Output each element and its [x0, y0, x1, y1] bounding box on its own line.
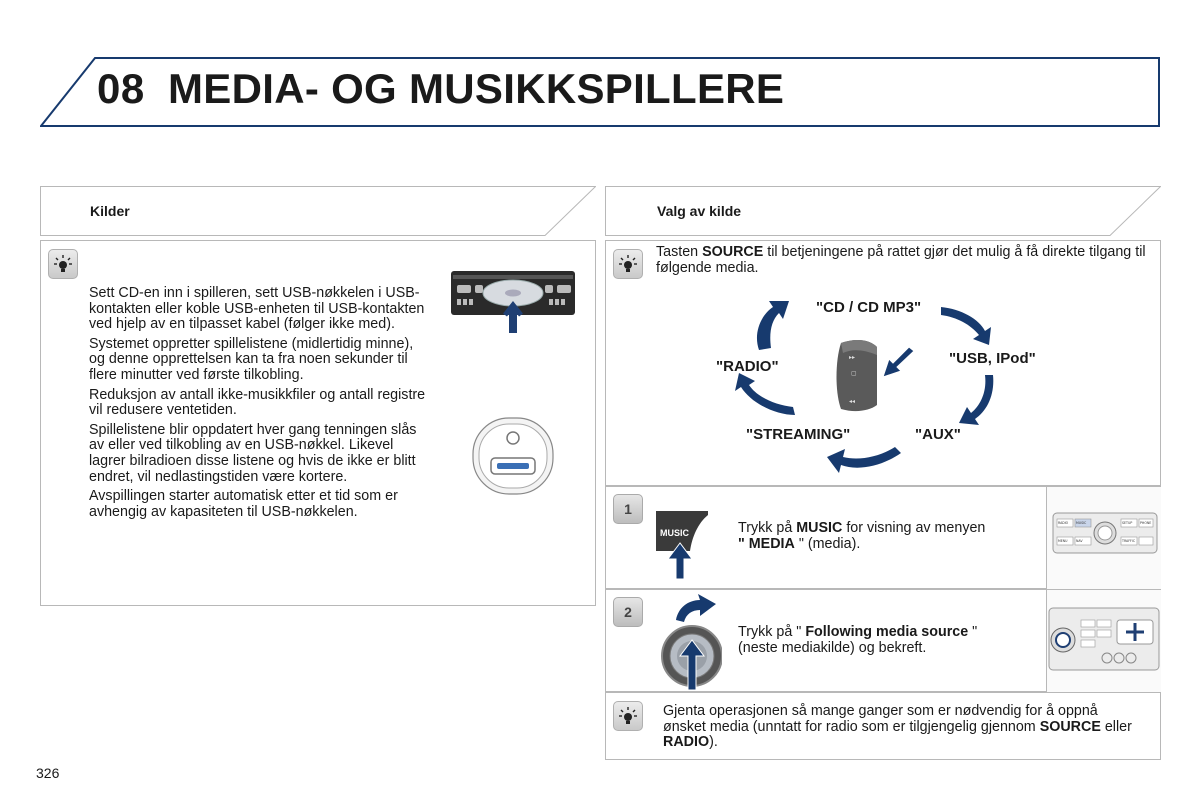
svg-text:◂◂: ◂◂	[849, 398, 856, 405]
svg-text:SETUP: SETUP	[1122, 521, 1133, 525]
radio-knob-thumbnail	[1046, 590, 1161, 692]
step-2-text: Trykk på " Following media source " (neste mediakilde) og bekreft.	[738, 624, 978, 656]
section-tab-sources	[40, 186, 596, 236]
step-number-badge: 1	[613, 494, 643, 524]
svg-text:▸▸: ▸▸	[849, 354, 856, 361]
usb-port-illustration	[471, 416, 555, 496]
sources-text	[89, 286, 429, 520]
repeat-note-text: Gjenta operasjonen så mange ganger som er nødvendig for å oppnå ønsket media (unntatt for radio som er tilgjengelig gjennom SOURCE eller RADIO).	[663, 703, 1132, 751]
chapter-header	[40, 57, 1160, 127]
svg-text:NAV: NAV	[1076, 539, 1083, 543]
media-label-usb: "USB, IPod"	[949, 350, 1036, 367]
svg-text:PHONE: PHONE	[1140, 521, 1152, 525]
lamp-icon	[613, 701, 643, 731]
music-key-illustration	[652, 509, 710, 581]
media-label-radio: "RADIO"	[716, 358, 779, 375]
media-label-cd: "CD / CD MP3"	[816, 299, 922, 316]
page-number: 326	[36, 765, 60, 781]
step-1-box	[605, 486, 1161, 589]
music-key-label: MUSIC	[660, 528, 689, 538]
step-2-box	[605, 589, 1161, 692]
lamp-icon	[48, 249, 78, 279]
section-tab-source-select	[605, 186, 1161, 236]
repeat-note-box	[605, 692, 1161, 760]
lamp-icon	[613, 249, 643, 279]
source-cycle-arrows	[731, 293, 1011, 478]
source-intro: Tasten SOURCE til betjeningene på rattet gjør det mulig å få direkte tilgang til følgende media.	[656, 244, 1146, 276]
svg-text:TRAFFIC: TRAFFIC	[1122, 539, 1136, 543]
source-cycle-box	[605, 240, 1161, 486]
paragraph: Spillelistene blir oppdatert hver gang tenningen slås av eller ved tilkobling av en USB-nøkkel. Likevel lagrer bilradioen disse listene og hvis de ikke er blitt endret, vil nedlastingstiden være kortere.	[89, 421, 417, 485]
rotary-knob-illustration	[660, 592, 722, 692]
paragraph: Reduksjon av antall ikke-musikkfiler og antall registre vil redusere ventetiden.	[89, 386, 426, 419]
svg-text:MENU: MENU	[1058, 539, 1068, 543]
paragraph: Avspillingen starter automatisk etter et tid som er avhengig av kapasiteten til USB-nøkkelen.	[89, 488, 398, 520]
cd-player-illustration	[449, 269, 577, 333]
media-label-streaming: "STREAMING"	[746, 426, 851, 443]
section-title: Valg av kilde	[657, 203, 742, 219]
svg-text:MUSIC: MUSIC	[1076, 521, 1087, 525]
svg-text:RADIO: RADIO	[1058, 521, 1069, 525]
media-label-aux: "AUX"	[915, 426, 961, 443]
paragraph: Sett CD-en inn i spilleren, sett USB-nøkkelen i USB-kontakten eller koble USB-enheten til USB-kontakten ved hjelp av en tilpasset kabel (følger ikke med).	[89, 285, 425, 333]
radio-panel-thumbnail	[1046, 487, 1161, 589]
svg-text:▢: ▢	[851, 370, 857, 377]
chapter-title: MEDIA- OG MUSIKKSPILLERE	[168, 65, 785, 112]
chapter-number: 08	[97, 65, 145, 112]
section-title: Kilder	[90, 203, 130, 219]
sources-box	[40, 240, 596, 606]
step-number-badge: 2	[613, 597, 643, 627]
step-1-text: Trykk på MUSIC for visning av menyen " MEDIA " (media).	[738, 520, 986, 552]
paragraph: Systemet oppretter spillelistene (midlertidig minne), og denne opprettelsen kan ta fra noen sekunder til flere minutter ved første tilkobling.	[89, 335, 414, 383]
